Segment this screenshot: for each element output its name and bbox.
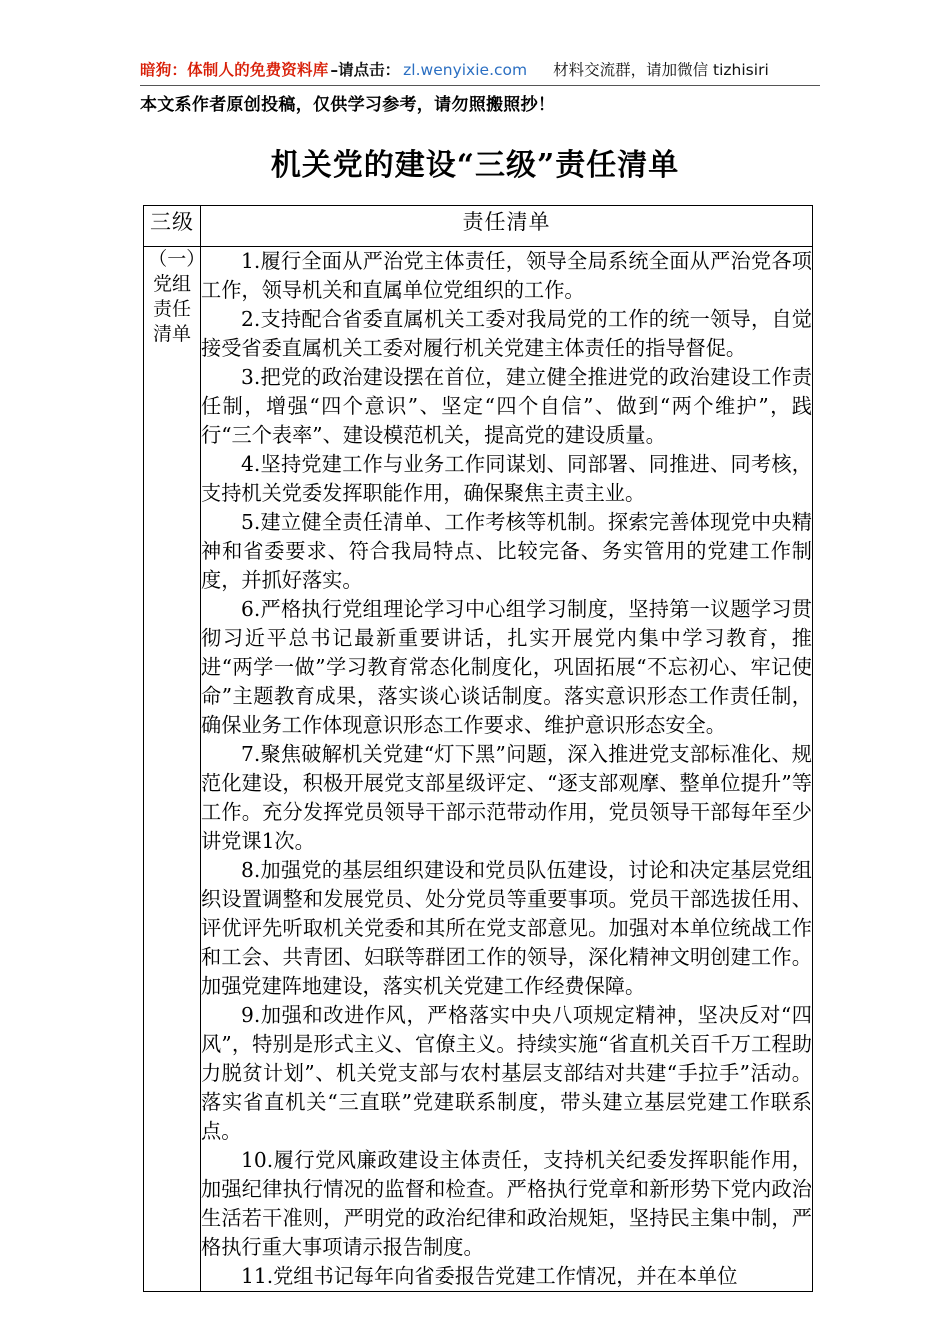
- clause-item: 5.建立健全责任清单、工作考核等机制。探索完善体现党中央精神和省委要求、符合我局特点、比较完备、务实管用的党建工作制度，并抓好落实。: [201, 510, 812, 592]
- clause-item: 11.党组书记每年向省委报告党建工作情况，并在本单位: [241, 1264, 738, 1288]
- row-level-label: （一）党组责任清单: [148, 248, 196, 345]
- clause-item: 6.严格执行党组理论学习中心组学习制度，坚持第一议题学习贯彻习近平总书记最新重要讲话，扎实开展党内集中学习教育，推进“两学一做”学习教育常态化制度化，巩固拓展“不忘初心、牢记使命”主题教育成果，落实谈心谈话制度。落实意识形态工作责任制，确保业务工作体现意识形态工作要求、维护意识形态安全。: [201, 597, 812, 737]
- clause-item: 9.加强和改进作风，严格落实中央八项规定精神，坚决反对“四风”，特别是形式主义、官僚主义。持续实施“省直机关百千万工程助力脱贫计划”、机关党支部与农村基层支部结对共建“手拉手”活动。落实省直机关“三直联”党建联系制度，带头建立基层党建工作联系点。: [201, 1003, 812, 1143]
- clause-item: 2.支持配合省委直属机关工委对我局党的工作的统一领导，自觉接受省委直属机关工委对履行机关党建主体责任的指导督促。: [201, 307, 812, 360]
- disclaimer-text: 本文系作者原创投稿，仅供学习参考，请勿照搬照抄！: [140, 95, 556, 115]
- table-row: [144, 247, 813, 1292]
- page-title: 机关党的建设“三级”责任清单: [270, 148, 680, 183]
- promo-click-label: –请点击：: [330, 61, 401, 79]
- promo-url-link[interactable]: zl.wenyixie.com: [403, 61, 528, 79]
- column-header-level: 三级: [144, 206, 201, 247]
- clause-item: 3.把党的政治建设摆在首位，建立健全推进党的政治建设工作责任制，增强“四个意识”、坚定“四个自信”、做到“两个维护”，践行“三个表率”、建设模范机关，提高党的建设质量。: [201, 365, 812, 447]
- promo-header: [140, 58, 820, 86]
- column-header-list: 责任清单: [201, 206, 813, 247]
- clause-item: 4.坚持党建工作与业务工作同谋划、同部署、同推进、同考核，支持机关党委发挥职能作用，确保聚焦主责主业。: [201, 452, 812, 505]
- promo-wechat-text: 材料交流群，请加微信 tizhisiri: [553, 61, 769, 79]
- table-header-row: [144, 206, 813, 247]
- row-level-cell: [144, 247, 201, 1292]
- row-clauses-cell: [201, 247, 813, 1292]
- clause-item: 7.聚焦破解机关党建“灯下黑”问题，深入推进党支部标准化、规范化建设，积极开展党支部星级评定、“逐支部观摩、整单位提升”等工作。充分发挥党员领导干部示范带动作用，党员领导干部每年至少讲党课1次。: [201, 742, 812, 853]
- clause-item: 8.加强党的基层组织建设和党员队伍建设，讨论和决定基层党组织设置调整和发展党员、处分党员等重要事项。党员干部选拔任用、评优评先听取机关党委和其所在党支部意见。加强对本单位统战工作和工会、共青团、妇联等群团工作的领导，深化精神文明创建工作。加强党建阵地建设，落实机关党建工作经费保障。: [201, 858, 812, 998]
- promo-brand-text: 暗狗：体制人的免费资料库: [140, 61, 329, 79]
- clause-item: 10.履行党风廉政建设主体责任，支持机关纪委发挥职能作用，加强纪律执行情况的监督和检查。严格执行党章和新形势下党内政治生活若干准则，严明党的政治纪律和政治规矩，坚持民主集中制，严格执行重大事项请示报告制度。: [201, 1148, 812, 1259]
- clause-item: 1.履行全面从严治党主体责任，领导全局系统全面从严治党各项工作，领导机关和直属单位党组织的工作。: [201, 249, 812, 302]
- responsibility-table: [143, 205, 813, 1292]
- promo-line: [140, 58, 820, 86]
